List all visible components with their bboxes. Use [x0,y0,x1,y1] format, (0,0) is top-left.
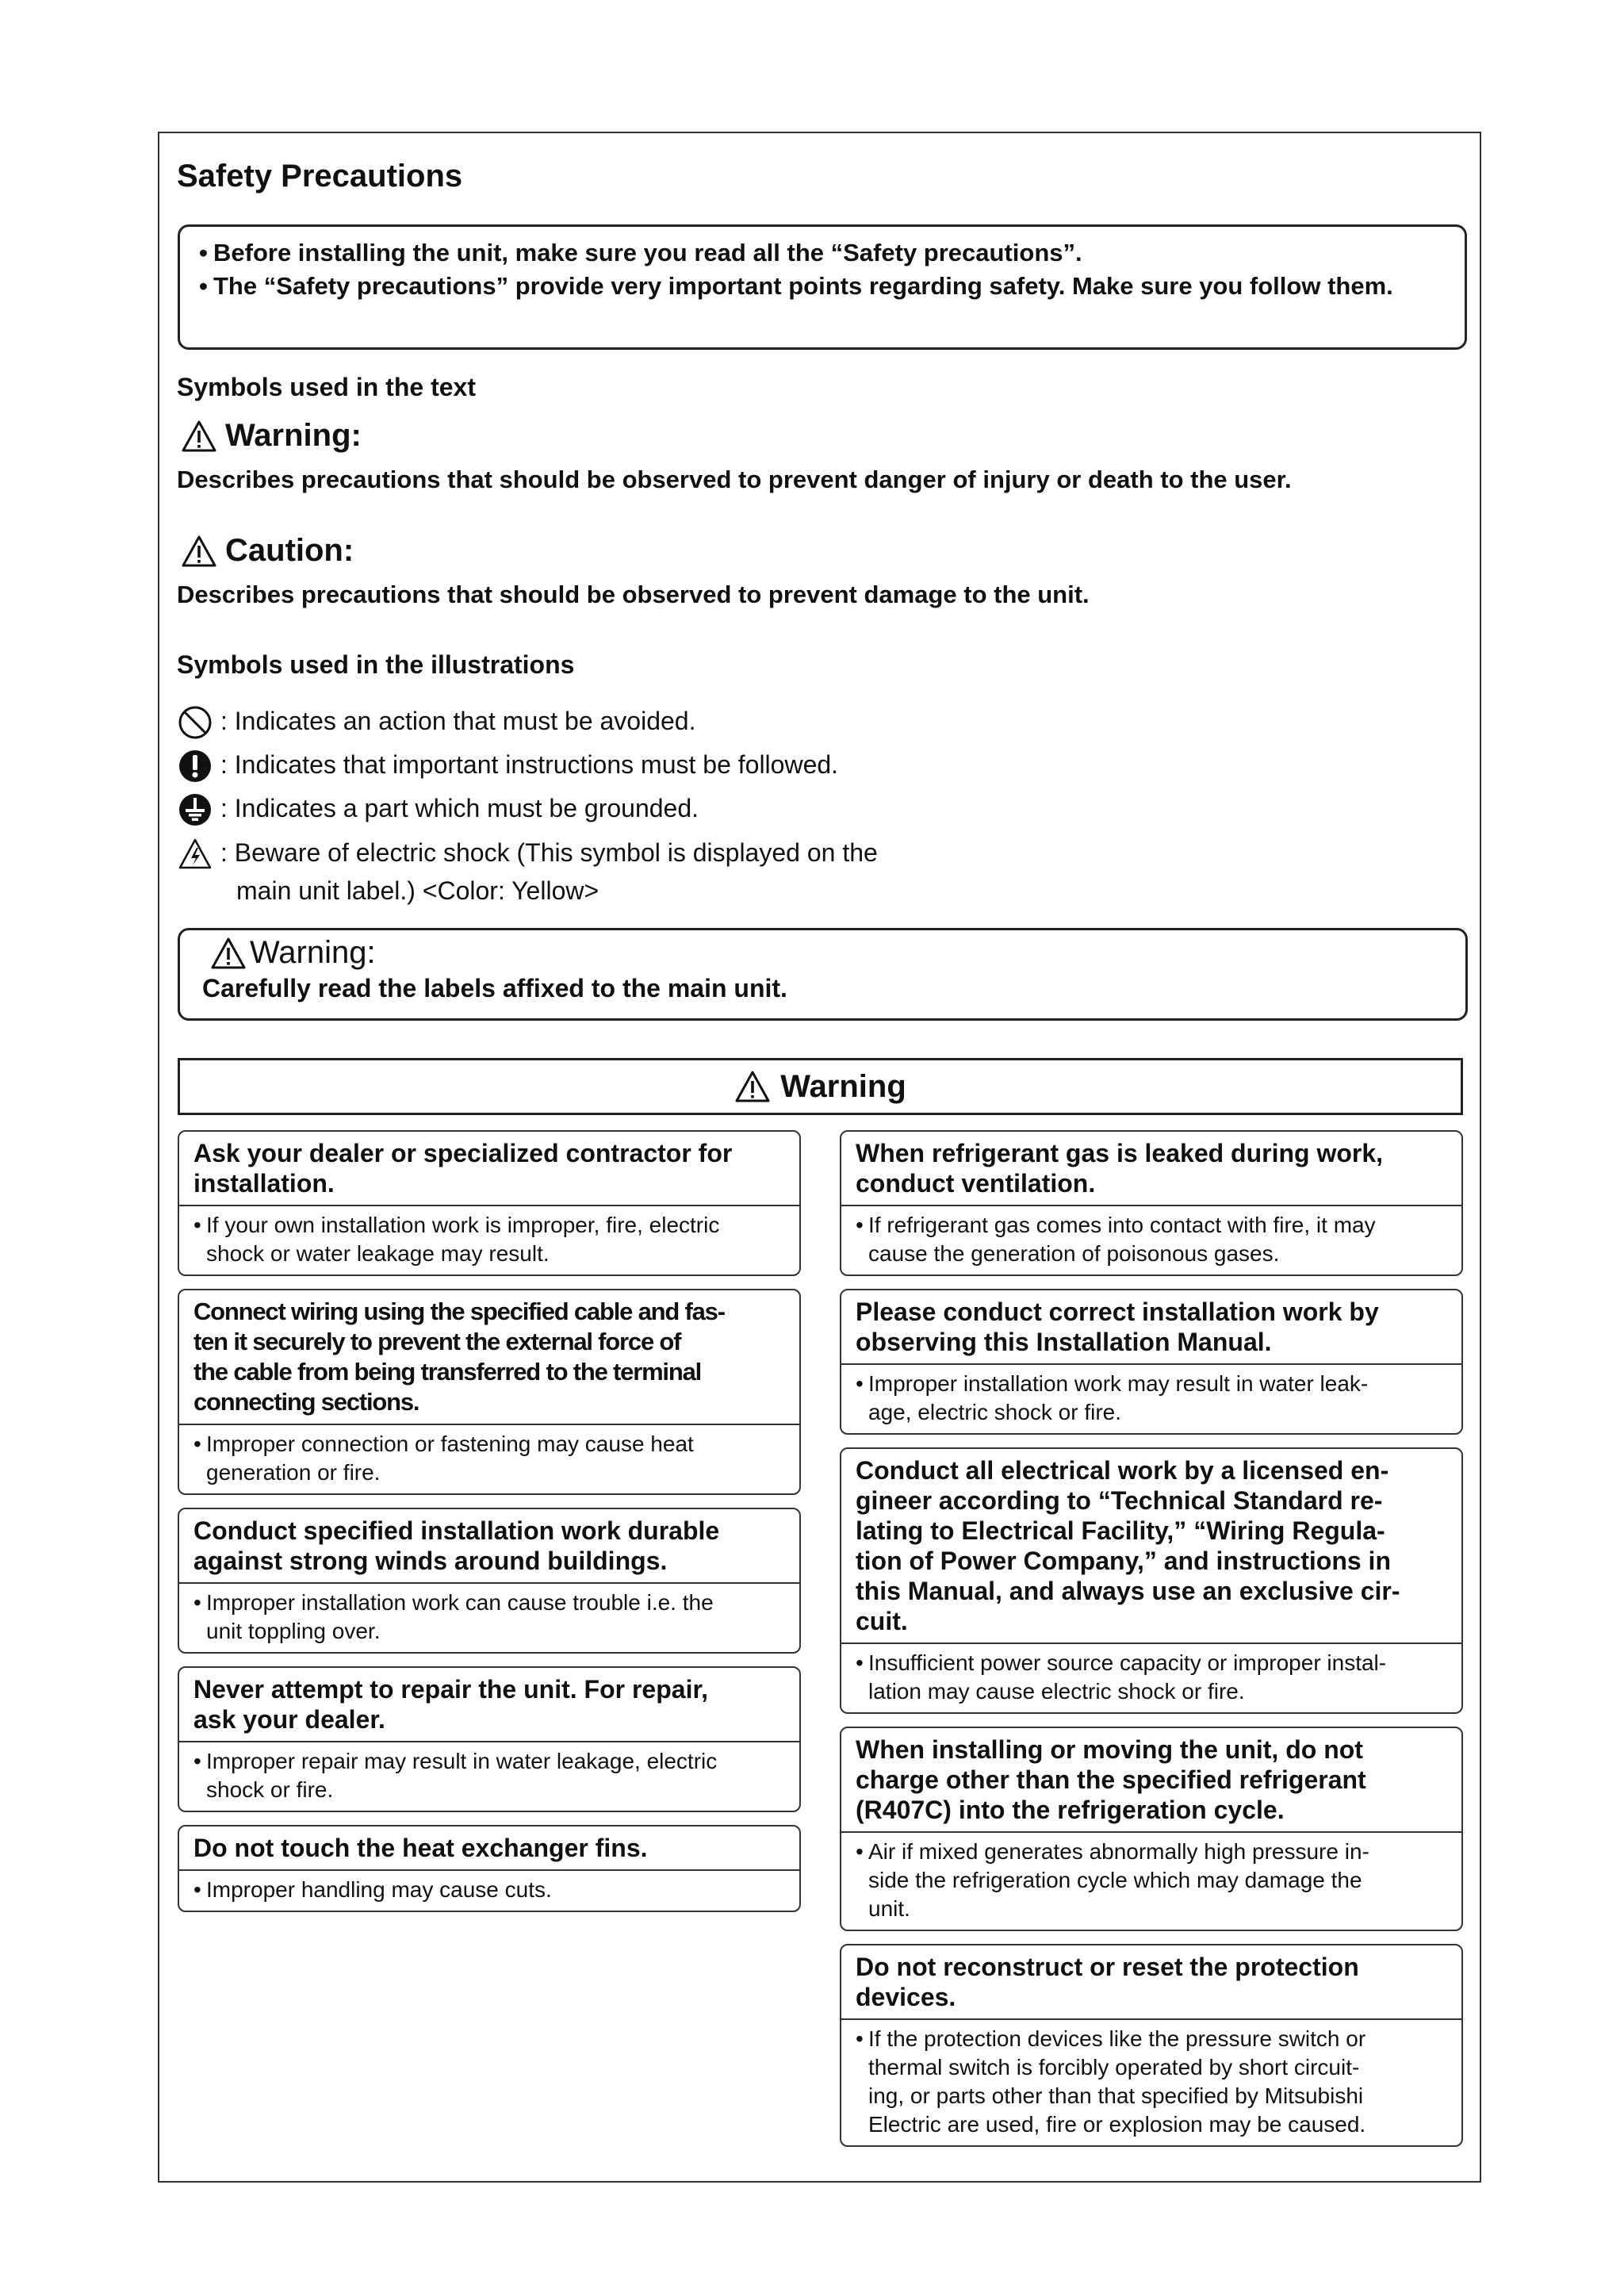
symbols-text-heading: Symbols used in the text [177,373,476,401]
legend-row-ground [178,795,699,827]
warning-card-body: • If refrigerant gas comes into contact with fire, it may cause the generation of poisonous gases. [856,1213,1376,1266]
warning-card-body: • Air if mixed generates abnormally high pressure in- side the refrigeration cycle which may damage the unit. [856,1839,1369,1921]
warning-card-body: • Improper connection or fastening may cause heat generation or fire. [193,1432,694,1485]
legend-row-prohibition [178,708,695,740]
warning-card [840,1130,1463,1276]
warning-card [178,1289,801,1495]
warning-card-body: • Insufficient power source capacity or improper instal- lation may cause electric shock or fire. [856,1650,1387,1704]
warning-card [840,1447,1463,1714]
intro-bullet: • The “Safety precautions” provide very important points regarding safety. Make sure you follow them. [199,270,1446,303]
legend-row-mandatory [178,752,838,784]
caution-triangle-icon [181,535,217,568]
warning-card-body: • If your own installation work is improper, fire, electric shock or water leakage may result. [193,1213,720,1266]
prohibition-icon [178,705,213,740]
page-title: Safety Precautions [177,159,463,194]
warning-card-body: • Improper installation work may result in water leak- age, electric shock or fire. [856,1371,1369,1424]
caution-symbol-heading [181,533,354,569]
intro-bullet-text: The “Safety precautions” provide very important points regarding safety. Make sure you follow them. [213,272,1393,300]
legend-row-electric-shock [178,840,878,910]
label-warning-box [178,928,1468,1021]
warning-card-title: Connect wiring using the specified cable and fas- ten it securely to prevent the external force of the cable from being transferred to the terminal connecting sections. [179,1290,799,1425]
caution-description: Describes precautions that should be observed to prevent damage to the unit. [177,581,1090,608]
warning-card [178,1666,801,1812]
warning-card-title: Conduct specified installation work durable against strong winds around buildings. [179,1509,799,1584]
warning-card-body: • Improper installation work can cause trouble i.e. the unit toppling over. [193,1590,714,1643]
warning-card [840,1727,1463,1931]
warning-card-title: Do not touch the heat exchanger fins. [179,1826,799,1871]
label-warning-title [210,935,1443,971]
legend-text: : Indicates a part which must be grounded. [220,794,699,822]
warning-card-title: Please conduct correct installation work by observing this Installation Manual. [841,1290,1461,1365]
ground-icon [178,792,213,827]
caution-label: Caution: [225,533,354,568]
legend-text-line1: : Beware of electric shock (This symbol is displayed on the [220,838,878,867]
warning-label: Warning: [225,418,362,453]
warning-banner-label: Warning [780,1068,906,1104]
electric-shock-icon [178,837,213,872]
warning-banner [178,1058,1463,1115]
warning-card-body: • Improper repair may result in water leakage, electric shock or fire. [193,1749,718,1802]
legend-text: : Indicates that important instructions must be followed. [220,750,839,779]
legend-text-line2: main unit label.) <Color: Yellow> [236,876,599,905]
warning-description: Describes precautions that should be observed to prevent danger of injury or death to the user. [177,466,1292,493]
warning-symbol-heading [181,418,362,454]
warning-triangle-icon [210,937,247,970]
legend-text [220,834,878,910]
mandatory-icon [178,749,213,784]
warning-card-title: Do not reconstruct or reset the protection devices. [841,1945,1461,2020]
warning-card [178,1130,801,1276]
warning-card [178,1825,801,1912]
warning-card [840,1944,1463,2147]
warning-column-right [840,1130,1463,2160]
intro-box [178,224,1467,350]
warning-card-title: When refrigerant gas is leaked during work, conduct ventilation. [841,1132,1461,1206]
label-warning-label: Warning: [250,935,376,970]
warning-card-body: • Improper handling may cause cuts. [193,1877,552,1902]
warning-triangle-icon [734,1070,771,1103]
legend-text: : Indicates an action that must be avoided. [220,707,696,735]
warning-column-left [178,1130,801,1925]
warning-card [178,1508,801,1654]
warning-card-title: Never attempt to repair the unit. For repair, ask your dealer. [179,1668,799,1742]
warning-card-title: Conduct all electrical work by a licensed en- gineer according to “Technical Standard re- lating to Electrical Facility,” “Wiring Regula- tion of Power Company,” and instructions in this Manual, and always use an exclusive cir- cuit. [841,1449,1461,1644]
symbols-illustrations-heading: Symbols used in the illustrations [177,650,575,679]
warning-card-title: When installing or moving the unit, do not charge other than the specified refrigerant (R407C) into the refrigeration cycle. [841,1728,1461,1833]
intro-bullet-text: Before installing the unit, make sure you read all the “Safety precautions”. [213,239,1082,266]
warning-triangle-icon [181,420,217,453]
label-warning-text: Carefully read the labels affixed to the main unit. [202,974,787,1002]
intro-bullet: • Before installing the unit, make sure you read all the “Safety precautions”. [199,236,1446,270]
warning-card-title: Ask your dealer or specialized contractor for installation. [179,1132,799,1206]
warning-card [840,1289,1463,1435]
warning-card-body: • If the protection devices like the pressure switch or thermal switch is forcibly operated by short circuit- ing, or parts other than that specified by Mitsubishi Electric are used, fire or explosion may be caused. [856,2026,1366,2137]
